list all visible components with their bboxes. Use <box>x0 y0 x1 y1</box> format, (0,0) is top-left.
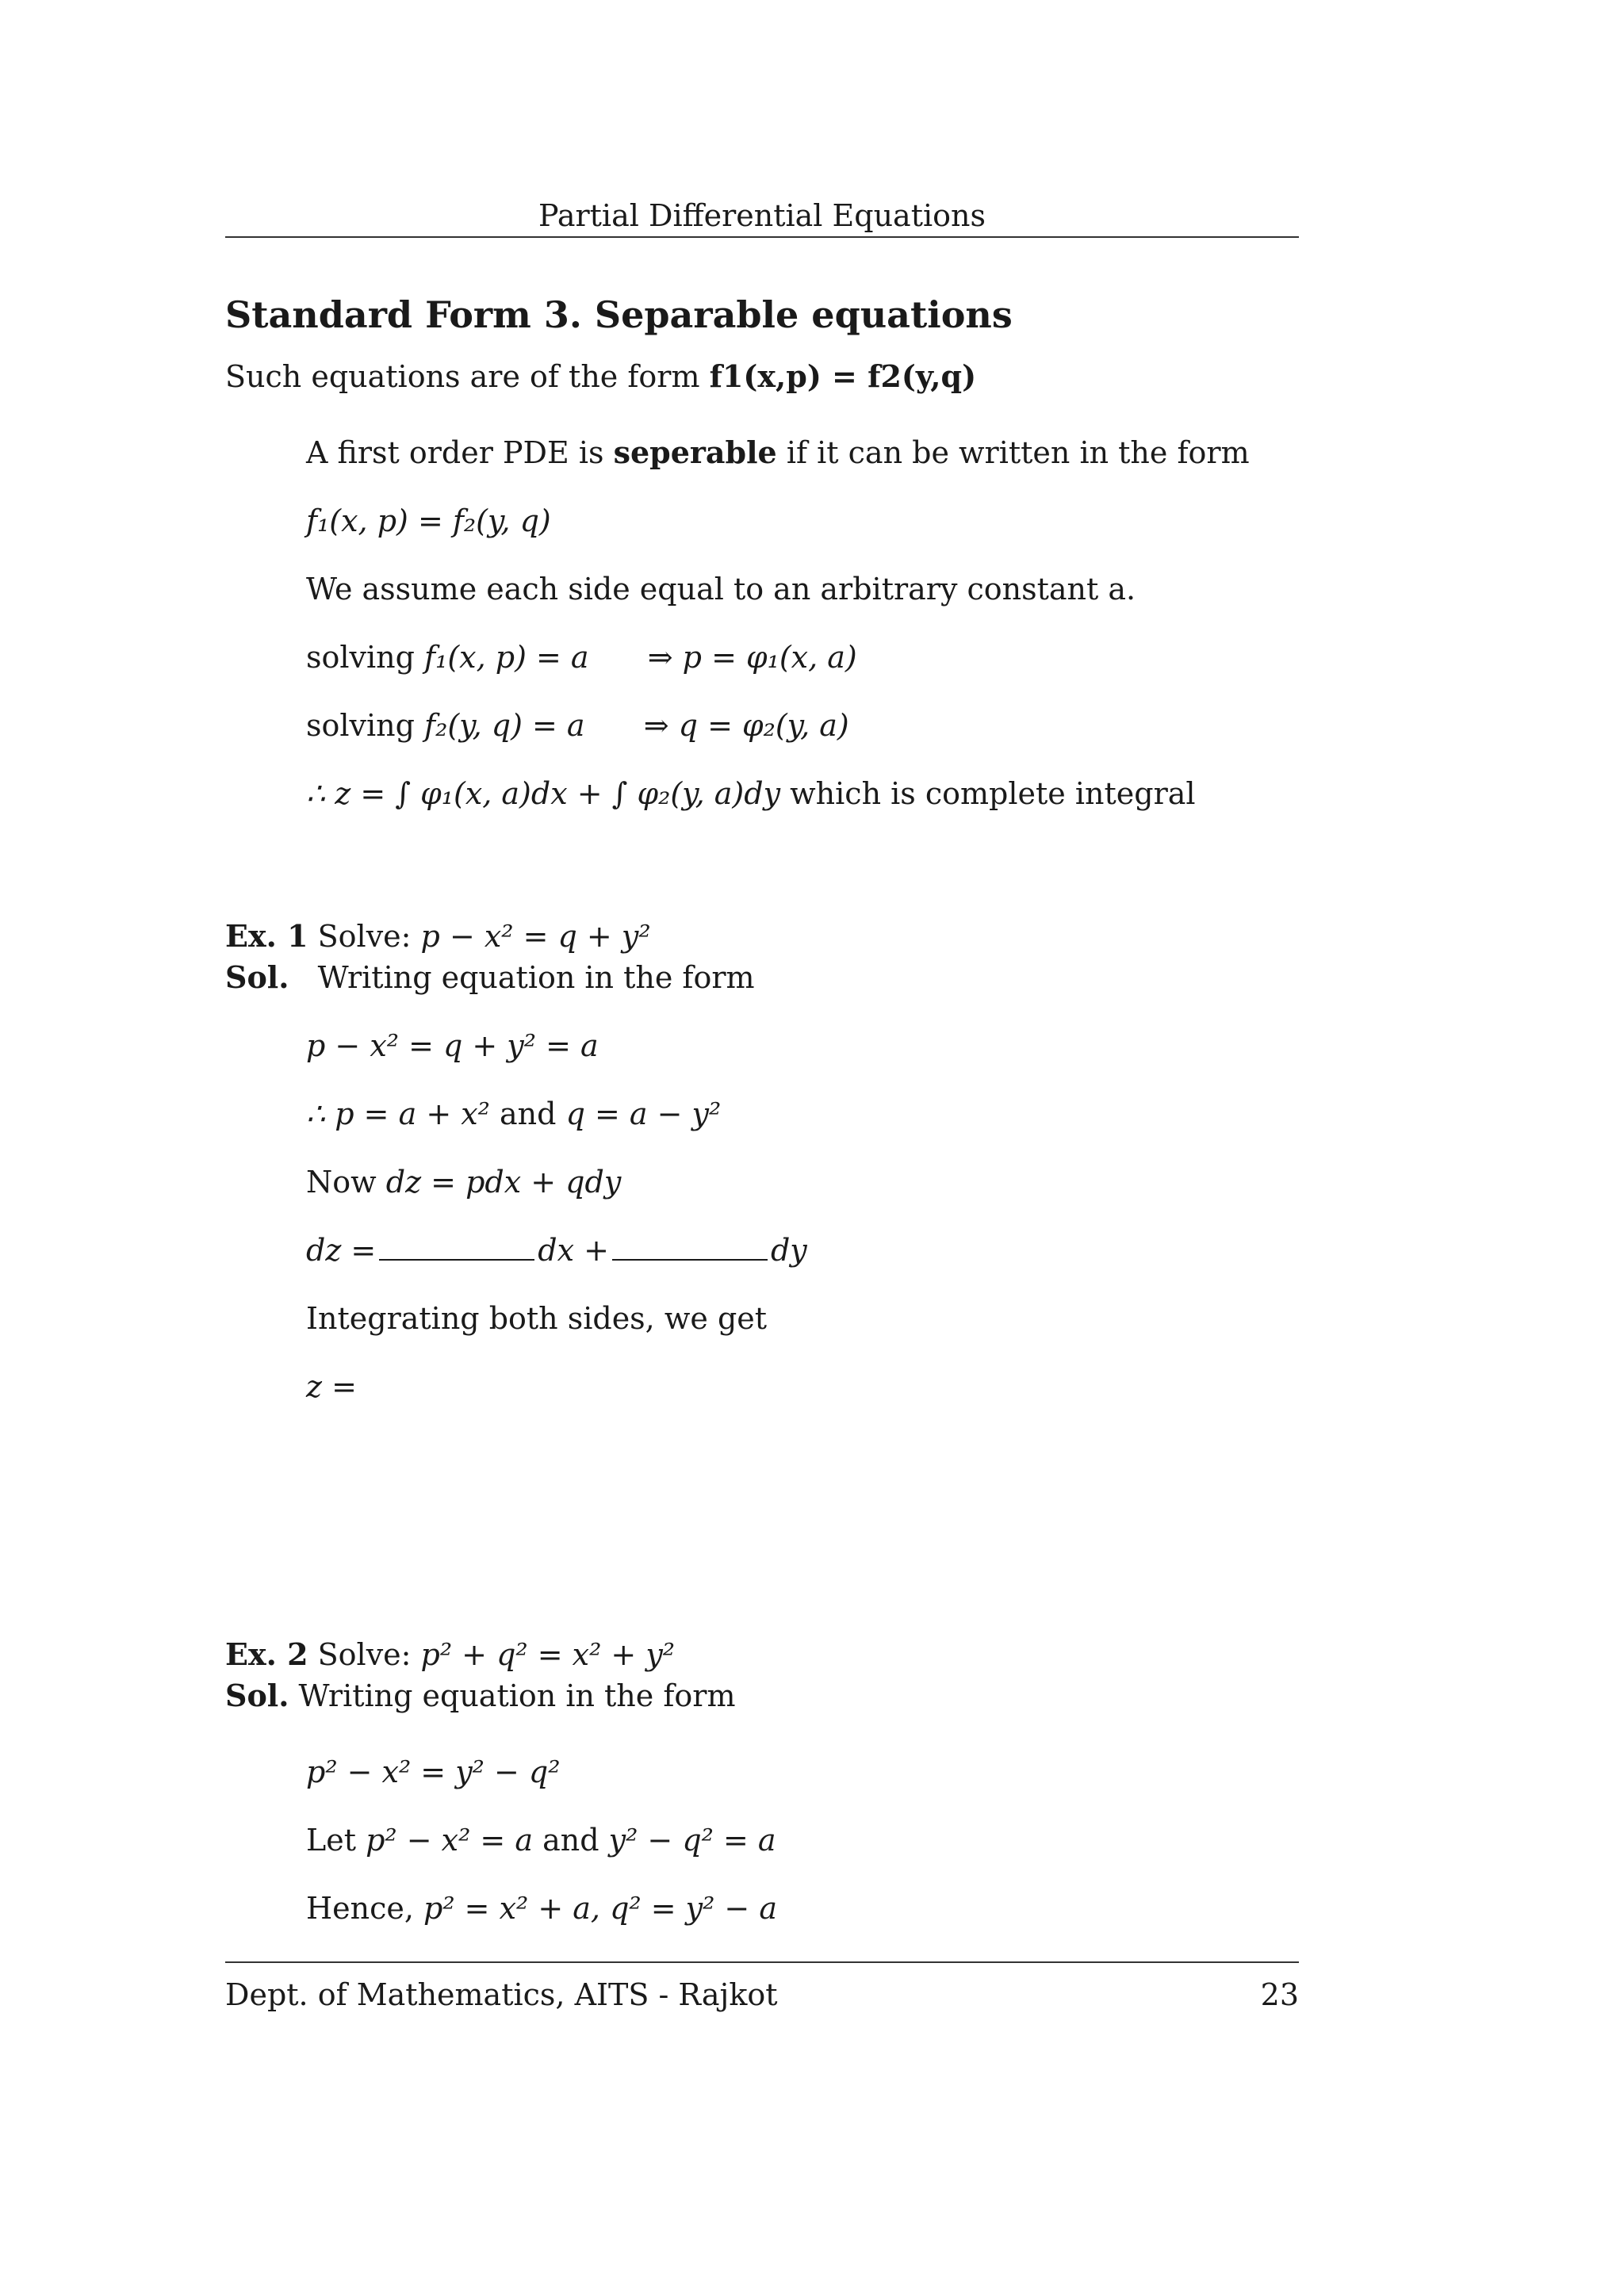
example-1-step-5: Integrating both sides, we get <box>306 1301 768 1336</box>
page-number: 23 <box>1260 1977 1299 2012</box>
example-1-step-3 <box>306 1165 622 1200</box>
example-1-step-2 <box>306 1096 722 1131</box>
step-equation: p² − x² = y² − q² <box>306 1755 561 1789</box>
complete-integral-line <box>306 776 1196 811</box>
example-equation: p² + q² = x² + y² <box>420 1637 676 1672</box>
example-equation: p − x² = q + y² <box>420 919 651 954</box>
solving-result: ⇒ q = φ₂(y, a) <box>643 708 849 743</box>
solution-label: Sol. <box>225 959 289 995</box>
solving-equation: f₁(x, p) = a <box>424 640 589 675</box>
step-connector: and <box>500 1096 557 1131</box>
example-prompt: Solve: <box>317 1637 412 1672</box>
solving-result: ⇒ p = φ₁(x, a) <box>647 640 857 675</box>
step-equation: p² = x² + a, q² = y² − a <box>423 1891 777 1926</box>
example-2-step-3 <box>306 1891 777 1926</box>
solving-label: solving <box>306 708 415 743</box>
solving-label: solving <box>306 640 415 675</box>
example-label: Ex. 2 <box>225 1636 308 1672</box>
step-equation-q: q = a − y² <box>565 1096 722 1131</box>
running-header: Partial Differential Equations <box>538 198 986 233</box>
step-lhs: dz = <box>306 1233 377 1268</box>
step-end: dy <box>770 1233 807 1268</box>
footer-department: Dept. of Mathematics, AITS - Rajkot <box>225 1977 778 2012</box>
step-equation: p − x² = q + y² = a <box>306 1028 599 1063</box>
step-word: Hence, <box>306 1891 414 1926</box>
definition-line-1 <box>306 434 1250 470</box>
intro-form: f1(x,p) = f2(y,q) <box>709 358 977 394</box>
example-2-step-2 <box>306 1823 776 1858</box>
step-word: Let <box>306 1823 356 1858</box>
solving-equation: f₂(y, q) = a <box>424 708 585 743</box>
complete-integral-text: which is complete integral <box>790 776 1196 811</box>
step-equation-b: y² − q² = a <box>608 1823 776 1858</box>
example-1-step-6 <box>306 1369 357 1404</box>
step-equation: dz = pdx + qdy <box>385 1165 622 1200</box>
example-label: Ex. 1 <box>225 918 308 954</box>
footer-rule <box>225 1961 1299 1963</box>
solution-text: Writing equation in the form <box>298 1678 736 1713</box>
example-1-heading <box>225 918 651 954</box>
step-equation-a: p² − x² = a <box>366 1823 533 1858</box>
section-intro <box>225 358 977 394</box>
example-1-solution-heading <box>225 959 755 995</box>
step-equation-p: ∴ p = a + x² <box>306 1096 490 1131</box>
solution-label: Sol. <box>225 1678 289 1713</box>
example-prompt: Solve: <box>317 919 412 954</box>
definition-text-b: if it can be written in the form <box>786 435 1250 470</box>
step-word: Now <box>306 1165 377 1200</box>
example-1-step-4 <box>306 1233 807 1268</box>
definition-line-2 <box>306 503 551 538</box>
solving-line-1 <box>306 640 857 675</box>
solving-line-2 <box>306 708 849 743</box>
definition-keyword: seperable <box>613 434 777 470</box>
example-2-heading <box>225 1636 676 1672</box>
fill-in-blank[interactable] <box>612 1235 768 1261</box>
example-1-step-1 <box>306 1028 599 1063</box>
complete-integral-equation: ∴ z = ∫ φ₁(x, a)dx + ∫ φ₂(y, a)dy <box>306 776 781 811</box>
solution-text: Writing equation in the form <box>317 960 755 995</box>
answer-lhs: z = <box>306 1369 357 1404</box>
section-title: Standard Form 3. Separable equations <box>225 293 1013 336</box>
definition-text-a: A first order PDE is <box>306 435 604 470</box>
definition-line-3: We assume each side equal to an arbitrary constant a. <box>306 572 1136 607</box>
step-connector: and <box>542 1823 599 1858</box>
header-rule <box>225 236 1299 238</box>
fill-in-blank[interactable] <box>379 1235 534 1261</box>
intro-prefix: Such equations are of the form <box>225 359 700 394</box>
step-middle: dx + <box>538 1233 609 1268</box>
example-2-solution-heading <box>225 1678 736 1713</box>
example-2-step-1 <box>306 1757 560 1787</box>
separable-form-equation: f₁(x, p) = f₂(y, q) <box>306 503 551 538</box>
